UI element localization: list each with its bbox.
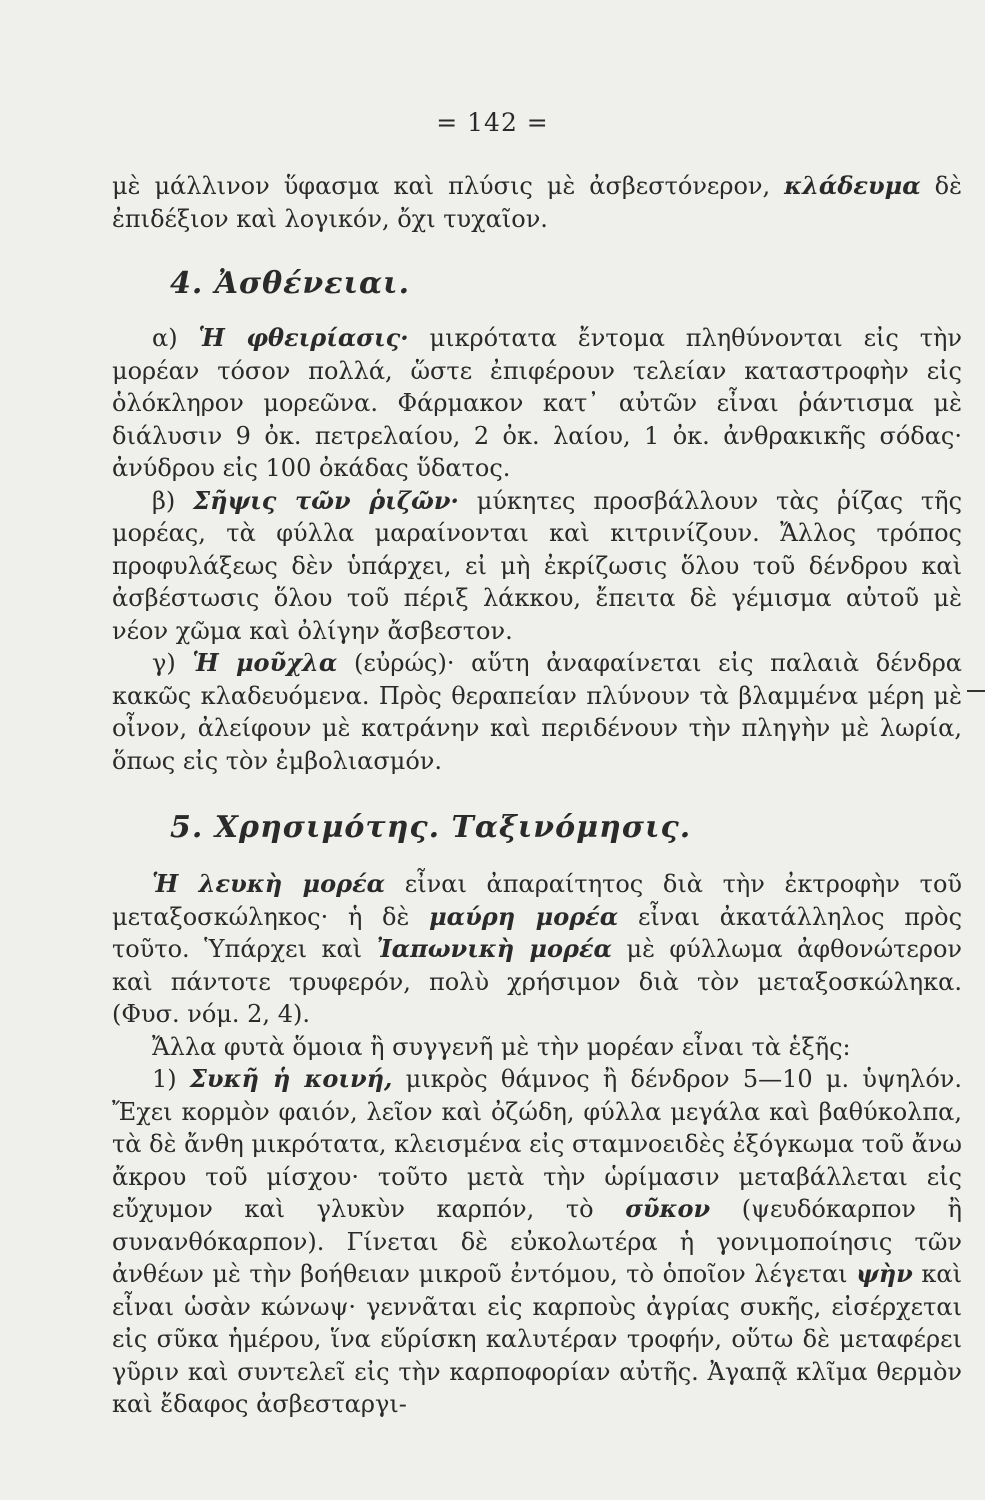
paragraph-mulberry-types (112, 868, 962, 1031)
item-label: α) (152, 324, 199, 352)
uses-section (112, 868, 962, 1421)
term-japanese-mulberry: Ἰαπωνικὴ μορέα (376, 934, 613, 963)
continuation-paragraph (112, 170, 962, 235)
paragraph-disease-a (112, 322, 962, 485)
text-span: μὲ μάλλινον ὕφασμα καὶ πλύσις μὲ ἀσβεστόνερον, (112, 172, 785, 200)
paragraph-disease-b (112, 485, 962, 648)
paragraph-fig (112, 1063, 962, 1421)
text-span: μὲ φύλλωμα ἀφθονώτερον καὶ πάντοτε τρυφερόν, πολὺ χρήσιμον διὰ τὸν μεταξοσκώληκα. (Φυσ. νόμ. 2, 4). (112, 935, 962, 1028)
page-number: = 142 = (436, 108, 549, 137)
term-pruning: κλάδευμα (784, 171, 921, 200)
section-heading-diseases: 4. Ἀσθένειαι. (170, 266, 411, 301)
text-span: εἶναι ἀκατάλληλος πρὸς τοῦτο. Ὑπάρχει καὶ (112, 902, 963, 963)
term-mould: Ἡ μοῦχλα (192, 648, 338, 677)
text-span: δὲ ἐπιδέξιον καὶ λογικόν, ὄχι τυχαῖον. (112, 172, 962, 233)
paragraph-related-plants: Ἄλλα φυτὰ ὅμοια ἢ συγγενῆ μὲ τὴν μορέαν εἶναι τὰ ἑξῆς: (152, 1032, 851, 1061)
term-white-mulberry: Ἡ λευκὴ μορέα (152, 869, 386, 898)
term-black-mulberry: μαύρη μορέα (429, 901, 619, 931)
section-heading-uses: 5. Χρησιμότης. Ταξινόμησις. (170, 810, 692, 845)
text-span: καὶ εἶναι ὡσὰν κώνωψ· γεννᾶται εἰς καρποὺς ἀγρίας συκῆς, εἰσέρχεται εἰς σῦκα ἡμέρου, ἵνα εὕρίσκη καλυτέραν τροφήν, οὕτω δὲ μεταφέρει γῦριν καὶ συντελεῖ εἰς τὴν καρποφορίαν αὐτῆς. Ἀγαπᾷ κλῖμα θερμὸν καὶ ἔδαφος ἀσβεσταργι- (112, 1260, 962, 1418)
diseases-section (112, 322, 962, 777)
term-fig-fruit: σῦκον (625, 1194, 711, 1223)
term-common-fig: Συκῆ ἡ κοινή, (189, 1064, 393, 1093)
item-label: γ) (152, 649, 193, 677)
text-span: εἶναι ἀπαραίτητος διὰ τὴν ἐκτροφὴν τοῦ μεταξοσκώληκος· ἡ δὲ (112, 870, 962, 931)
page-edge-mark (967, 690, 985, 692)
paragraph-pruning (112, 170, 962, 235)
term-root-rot: Σῆψις τῶν ῥιζῶν· (193, 485, 459, 515)
text-span: (ψευδόκαρπον ἢ συνανθόκαρπον). Γίνεται δὲ εὐκολωτέρα ἡ γονιμοποίησις τῶν ἀνθέων μὲ τὴν βοήθειαν μικροῦ ἐντόμου, τὸ ὁποῖον λέγεται (112, 1195, 962, 1288)
item-label: 1) (152, 1065, 190, 1093)
text-span: μικρότατα ἔντομα πληθύνονται εἰς τὴν μορέαν τόσον πολλά, ὥστε ἐπιφέρουν τελείαν καταστροφὴν εἰς ὁλόκληρον μορεῶνα. Φάρμακον κατ᾽ αὐτῶν εἶναι ῥάντισμα μὲ διάλυσιν 9 ὀκ. πετρελαίου, 2 ὀκ. λαίου, 1 ὀκ. ἀνθρακικῆς σόδας· ἀνύδρου εἰς 100 ὀκάδας ὕδατος. (112, 324, 963, 482)
text-span: μικρὸς θάμνος ἢ δένδρον 5—10 μ. ὑψηλόν. Ἔχει κορμὸν φαιόν, λεῖον καὶ ὀζώδη, φύλλα μεγάλα καὶ βαθύκολπα, τὰ δὲ ἄνθη μικρότατα, κλεισμένα εἰς σταμνοειδὲς ἐξόγκωμα τοῦ ἄνω ἄκρου τοῦ μίσχου· τοῦτο μετὰ τὴν ὡρίμασιν μεταβάλλεται εἰς εὔχυμον καὶ γλυκὺν καρπόν, τὸ (112, 1065, 963, 1223)
text-span: (εὐρώς)· αὕτη ἀναφαίνεται εἰς παλαιὰ δένδρα κακῶς κλαδευόμενα. Πρὸς θεραπείαν πλύνουν τὰ βλαμμένα μέρη μὲ οἶνον, ἀλείφουν μὲ κατράνην καὶ περιδένουν τὴν πληγὴν μὲ λωρία, ὅπως εἰς τὸν ἐμβολιασμόν. (112, 649, 963, 775)
term-phthiriasis: Ἡ φθειρίασις· (198, 323, 409, 352)
item-label: β) (152, 486, 194, 515)
paragraph-disease-c (112, 647, 962, 777)
text-span: μύκητες προσβάλλουν τὰς ῥίζας τῆς μορέας, τὰ φύλλα μαραίνονται καὶ κιτρινίζουν. Ἄλλος τρόπος προφυλάξεως δὲν ὑπάρχει, εἰ μὴ ἐκρίζωσις ὅλου τοῦ δένδρου καὶ ἀσβέστωσις ὅλου τοῦ πέριξ λάκκου, ἔπειτα δὲ γέμισμα αὐτοῦ μὲ νέον χῶμα καὶ ὀλίγην ἄσβεστον. (112, 486, 963, 645)
term-fig-wasp: ψὴν (856, 1259, 913, 1288)
